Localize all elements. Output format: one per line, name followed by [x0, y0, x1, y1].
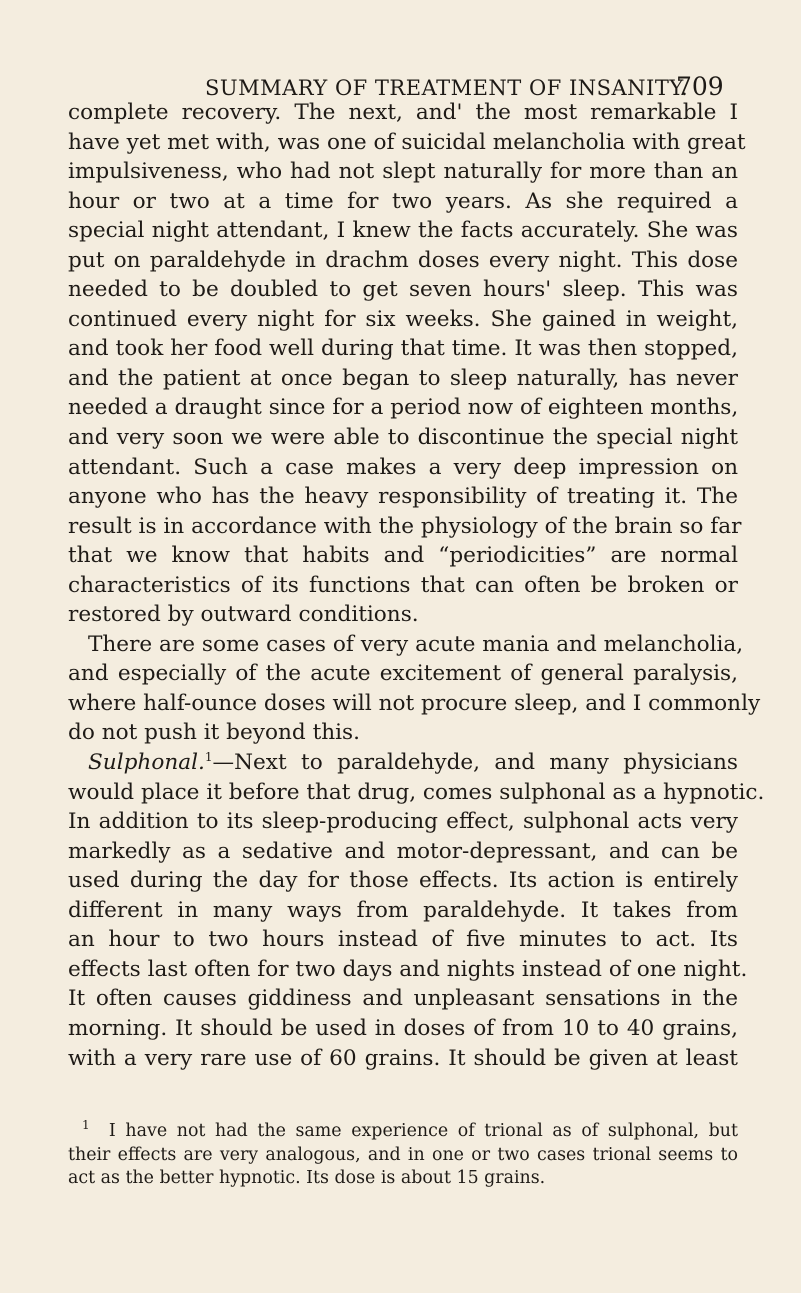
- text-line: markedly as a sedative and motor-depressant, and can be: [68, 838, 738, 864]
- text-line: characteristics of its functions that can often be broken or: [68, 572, 738, 598]
- body-text: [68, 98, 765, 1073]
- text-line: and very soon we were able to discontinue the special night: [68, 425, 738, 451]
- sulphonal-paragraph-start: [68, 748, 738, 778]
- text-line: needed a draught since for a period now of eighteen months,: [68, 395, 739, 421]
- text-line: anyone who has the heavy responsibility of treating it. The: [68, 484, 738, 510]
- text-line: where half-ounce doses will not procure sleep, and I commonly: [68, 690, 761, 716]
- footnote-reference: 1: [204, 749, 213, 764]
- text-line: and especially of the acute excitement of general paralysis,: [68, 661, 738, 687]
- text-line: different in many ways from paraldehyde. It takes from: [68, 897, 738, 923]
- text-line: used during the day for those effects. Its action is entirely: [68, 868, 738, 894]
- footnote-line: act as the better hypnotic. Its dose is about 15 grains.: [68, 1168, 546, 1188]
- footnote-mark: 1: [82, 1118, 90, 1133]
- running-head: SUMMARY OF TREATMENT OF INSANITY.: [205, 76, 689, 100]
- page-number: 709: [676, 72, 724, 101]
- text-line: special night attendant, I knew the facts accurately. She was: [68, 218, 738, 244]
- text-line: have yet met with, was one of suicidal melancholia with great: [68, 129, 746, 155]
- text-line: an hour to two hours instead of five minutes to act. Its: [68, 927, 738, 953]
- footnote-line: their effects are very analogous, and in one or two cases trional seems to: [68, 1144, 738, 1165]
- text-line: result is in accordance with the physiology of the brain so far: [68, 513, 742, 539]
- footnote-text: I have not had the same experience of trional as of sulphonal, but: [108, 1121, 738, 1141]
- sulphonal-heading: Sulphonal.: [88, 750, 205, 776]
- sulphonal-first-line: —Next to paraldehyde, and many physicians: [212, 750, 738, 776]
- text-line: would place it before that drug, comes sulphonal as a hypnotic.: [68, 779, 765, 805]
- text-line: hour or two at a time for two years. As she required a: [68, 188, 738, 214]
- text-line: and took her food well during that time. It was then stopped,: [68, 336, 738, 362]
- text-line: continued every night for six weeks. She gained in weight,: [68, 306, 738, 332]
- text-line: and the patient at once began to sleep naturally, has never: [68, 365, 738, 391]
- footnote-line: [68, 1120, 738, 1144]
- text-line: effects last often for two days and nights instead of one night.: [68, 956, 748, 982]
- text-line: that we know that habits and “periodicities” are normal: [68, 543, 738, 569]
- text-line: complete recovery. The next, and' the most remarkable I: [68, 100, 738, 125]
- text-line: In addition to its sleep-producing effect, sulphonal acts very: [68, 809, 738, 835]
- text-line: morning. It should be used in doses of from 10 to 40 grains,: [68, 1015, 738, 1041]
- footnote: [68, 1120, 738, 1191]
- text-line: with a very rare use of 60 grains. It should be given at least: [68, 1045, 738, 1071]
- text-line: There are some cases of very acute mania and melancholia,: [88, 631, 744, 657]
- text-line: attendant. Such a case makes a very deep impression on: [68, 454, 738, 480]
- text-line: needed to be doubled to get seven hours' sleep. This was: [68, 277, 738, 303]
- text-line: restored by outward conditions.: [68, 602, 419, 628]
- text-line: impulsiveness, who had not slept naturally for more than an: [68, 159, 738, 185]
- text-line: do not push it beyond this.: [68, 720, 361, 746]
- text-line: It often causes giddiness and unpleasant sensations in the: [68, 986, 738, 1012]
- text-line: put on paraldehyde in drachm doses every night. This dose: [68, 247, 738, 273]
